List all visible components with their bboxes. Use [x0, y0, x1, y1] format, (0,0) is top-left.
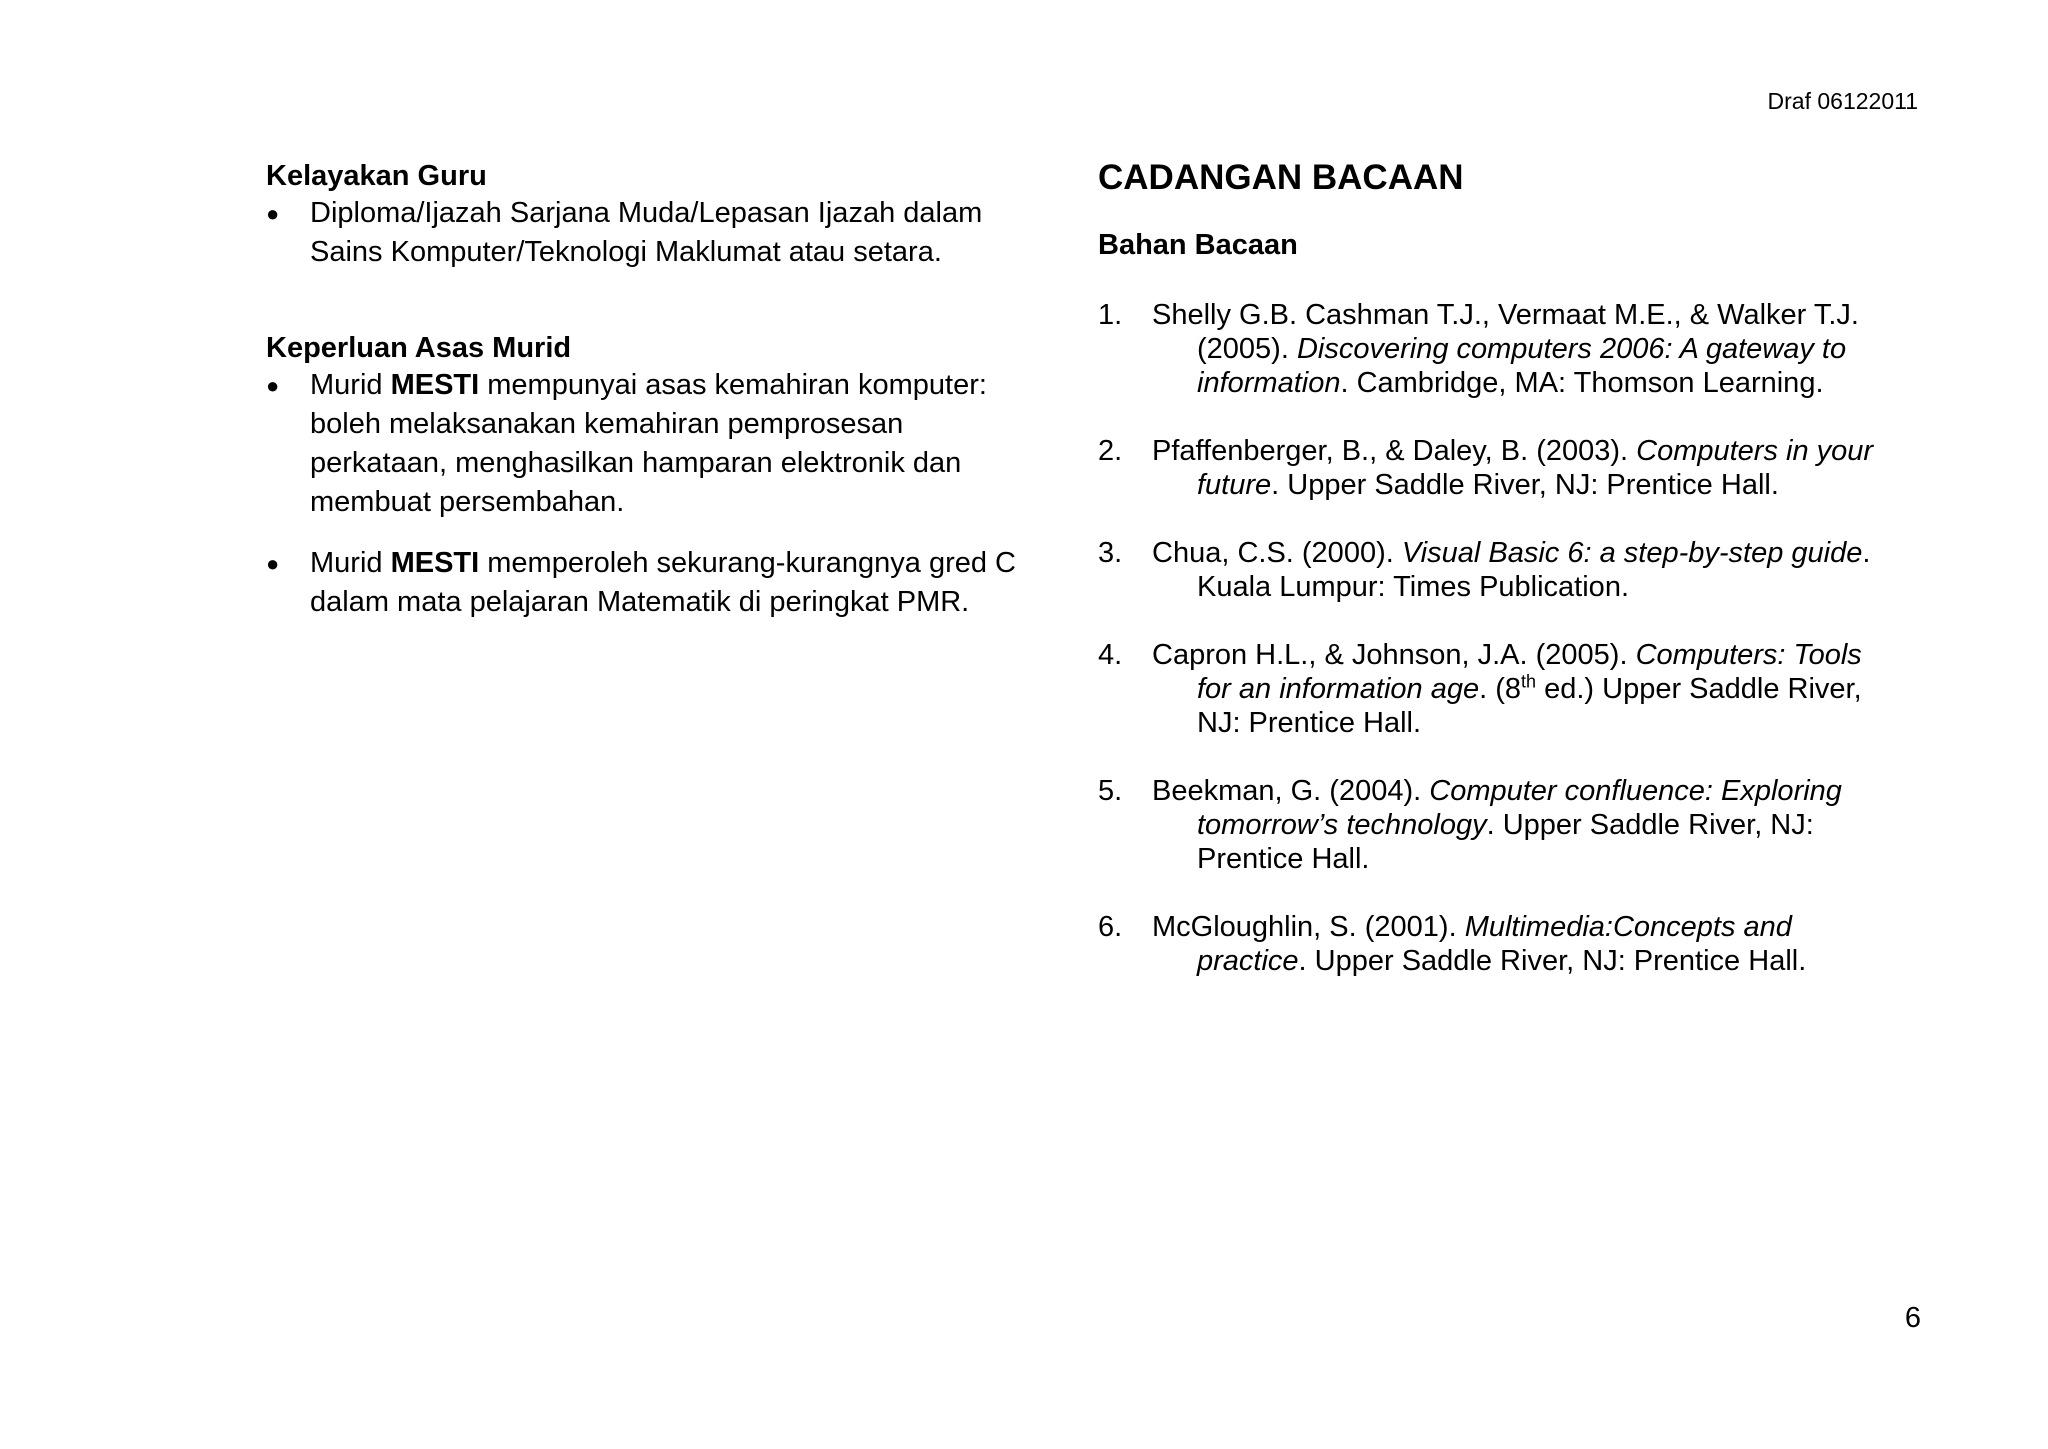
kelayakan-heading: Kelayakan Guru [266, 160, 487, 192]
reference-line: McGloughlin, S. (2001). Multimedia:Concepts and [1152, 911, 1792, 943]
list-item [266, 194, 1026, 272]
item-text-bold: MESTI [390, 547, 480, 579]
item-text-pre: Murid [310, 547, 391, 579]
reference-item [1098, 536, 1928, 604]
reference-line: Chua, C.S. (2000). Visual Basic 6: a step-by-step guide. [1152, 537, 1871, 569]
bullet-icon: ● [266, 373, 280, 398]
reference-line: Beekman, G. (2004). Computer confluence: Exploring [1152, 775, 1842, 807]
item-text-post: memperoleh sekurang-kurangnya gred C dalam mata pelajaran Matematik di peringkat PMR. [310, 547, 1016, 618]
kelayakan-list [266, 194, 1026, 272]
item-text-post: mempunyai asas kemahiran komputer: boleh melaksanakan kemahiran pemprosesan perkataan, menghasilkan hamparan elektronik dan membuat persembahan. [310, 369, 987, 518]
page-number: 6 [1904, 1302, 1921, 1334]
right-column [1098, 158, 1928, 1012]
kelayakan-item-text: Diploma/Ijazah Sarjana Muda/Lepasan Ijazah dalam Sains Komputer/Teknologi Maklumat atau setara. [310, 197, 983, 268]
reference-line: Kuala Lumpur: Times Publication. [1197, 571, 1629, 603]
list-item [266, 544, 1026, 622]
reference-number: 3. [1098, 537, 1123, 569]
reference-item [1098, 910, 1928, 978]
reference-item [1098, 298, 1928, 400]
item-text-bold: MESTI [390, 369, 480, 401]
keperluan-list [266, 366, 1026, 622]
reference-line: tomorrow’s technology. Upper Saddle River, NJ: [1197, 809, 1814, 841]
reference-line: Pfaffenberger, B., & Daley, B. (2003). Computers in your [1152, 435, 1874, 467]
list-item [266, 366, 1026, 522]
reference-line: Shelly G.B. Cashman T.J., Vermaat M.E., & Walker T.J. [1152, 299, 1859, 331]
reference-line: practice. Upper Saddle River, NJ: Prentice Hall. [1197, 945, 1807, 977]
reference-item [1098, 434, 1928, 502]
reference-line: information. Cambridge, MA: Thomson Learning. [1197, 367, 1824, 399]
reference-line: Prentice Hall. [1197, 843, 1370, 875]
reference-line: Capron H.L., & Johnson, J.A. (2005). Computers: Tools [1152, 639, 1862, 671]
reference-item [1098, 774, 1928, 876]
section-subtitle: Bahan Bacaan [1098, 229, 1298, 261]
reference-line: for an information age. (8th ed.) Upper Saddle River, [1197, 671, 1862, 705]
reference-item [1098, 638, 1928, 740]
reference-number: 6. [1098, 911, 1123, 943]
reference-number: 4. [1098, 639, 1123, 671]
draft-label: Draf 06122011 [1767, 88, 1918, 114]
bullet-icon: ● [266, 551, 280, 576]
reference-line: (2005). Discovering computers 2006: A gateway to [1197, 333, 1847, 365]
item-text-pre: Murid [310, 369, 391, 401]
reference-line: future. Upper Saddle River, NJ: Prentice Hall. [1197, 469, 1779, 501]
page-title: CADANGAN BACAAN [1098, 158, 1464, 197]
keperluan-heading: Keperluan Asas Murid [266, 332, 572, 364]
reference-line: NJ: Prentice Hall. [1197, 707, 1422, 739]
left-column [266, 158, 1026, 622]
reference-number: 5. [1098, 775, 1123, 807]
reference-number: 1. [1098, 299, 1123, 331]
reference-number: 2. [1098, 435, 1123, 467]
bullet-icon: ● [266, 201, 280, 226]
reference-list [1098, 298, 1928, 978]
